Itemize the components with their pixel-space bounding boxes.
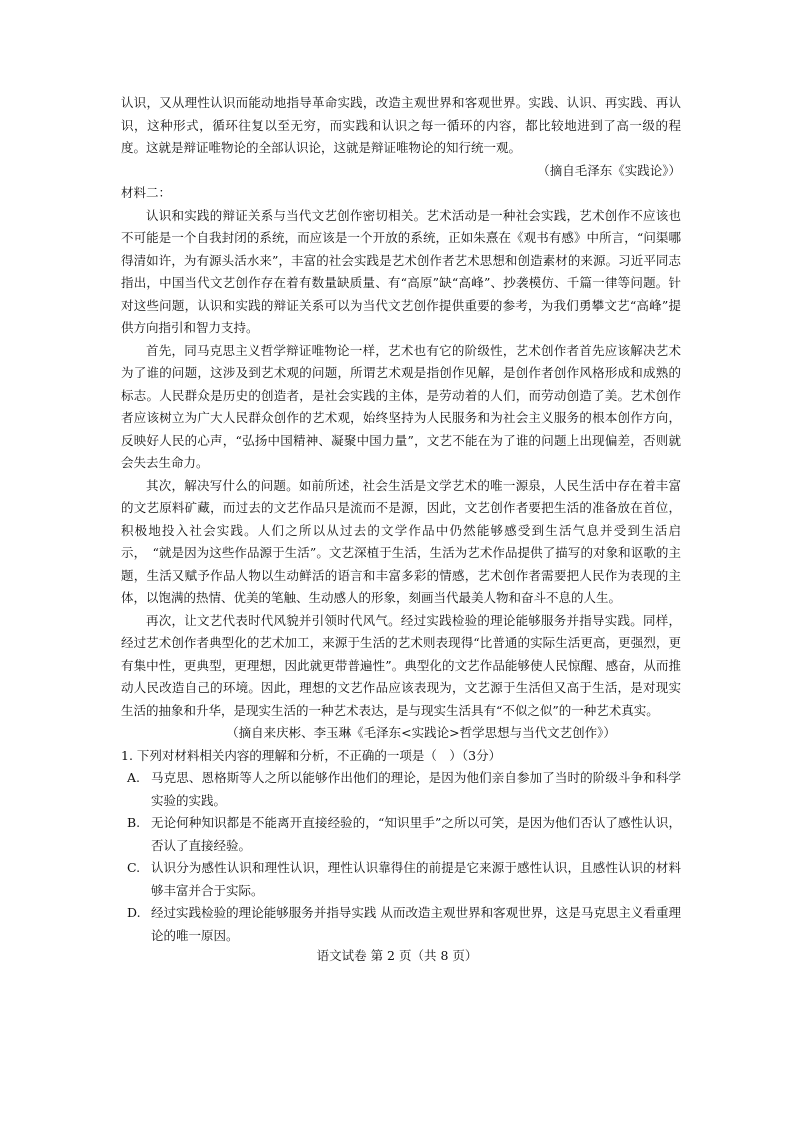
option-d-letter: D. <box>127 905 141 920</box>
option-a-text: 马克思、恩格斯等人之所以能够作出他们的理论，是因为他们亲自参加了当时的阶级斗争和科学实验的实践。 <box>151 770 681 808</box>
option-b-letter: B. <box>127 815 141 830</box>
material2-paragraph-1: 认识和实践的辩证关系与当代文艺创作密切相关。艺术活动是一种社会实践，艺术创作不应该也不可能是一个自我封闭的系统，而应该是一个开放的系统，正如朱熹在《观书有感》中所言，“问渠哪得清如许，为有源头活水来”，丰富的社会实践是艺术创作者艺术思想和创造素材的来源。习近平同志指出，中国当代文艺创作存在着有数量缺质量、有“高原”缺“高峰”、抄袭模仿、千篇一律等问题。针对这些问题，认识和实践的辩证关系可以为当代文艺创作提供重要的参考，为我们勇攀文艺“高峰”提供方向指引和智力支持。 <box>121 207 681 335</box>
paragraph-material1-ending: 认识，又从理性认识而能动地指导革命实践，改造主观世界和客观世界。实践、认识、再实践、再认识，这种形式，循环往复以至无穷，而实践和认识之每一循环的内容，都比较地进到了高一级的程度。这就是辩证唯物论的全部认识论，这就是辩证唯物论的知行统一观。 <box>121 95 681 155</box>
option-c-letter: C. <box>127 860 141 875</box>
option-d <box>121 902 681 947</box>
option-d-text: 经过实践检验的理论能够服务并指导实践 从而改造主观世界和客观世界，这是马克思主义看重理论的唯一原因。 <box>151 905 681 943</box>
material2-paragraph-4: 再次，让文艺代表时代风貌并引领时代风气。经过实践检验的理论能够服务并指导实践。同样，经过艺术创作者典型化的艺术加工，来源于生活的艺术则表现得“比普通的实际生活更高，更强烈，更有集中性，更典型，更理想，因此就更带普遍性”。典型化的文艺作品能够使人民惊醒、感奋，从而推动人民改造自己的环境。因此，理想的文艺作品应该表现为，文艺源于生活但又高于生活，是对现实生活的抽象和升华，是现实生活的一种艺术表达，是与现实生活具有“不似之似”的一种艺术真实。 <box>121 612 681 718</box>
material2-paragraph-3: 其次，解决写什么的问题。如前所述，社会生活是文学艺术的唯一源泉，人民生活中存在着丰富的文艺原料矿藏，而过去的文艺作品只是流而不是源，因此，文艺创作者要把生活的准备放在首位，积极地投入社会实践。人们之所以从过去的文学作品中仍然能够感受到生活气息并受到生活启示， “就是因为这些作品源于生活”。文艺深植于生活，生活为艺术作品提供了描写的对象和讴歌的主题，生活又赋予作品人物以生动鲜活的语言和丰富多彩的情感，艺术创作者需要把人民作为表现的主体，以饱满的热情、优美的笔触、生动感人的形象，刻画当代最美人物和奋斗不息的人生。 <box>121 477 681 605</box>
option-b-text: 无论何种知识都是不能离开直接经验的，“知识里手”之所以可笑，是因为他们否认了感性认识，否认了直接经验。 <box>151 815 681 853</box>
page-footer: 语文试卷 第 2 页（共 8 页） <box>316 948 478 963</box>
material2-heading: 材料二： <box>121 185 172 200</box>
option-a-letter: A. <box>127 770 141 785</box>
option-a <box>121 767 681 812</box>
option-b <box>121 812 681 857</box>
option-c-text: 认识分为感性认识和理性认识，理性认识靠得住的前提是它来源于感性认识，且感性认识的材料够丰富并合于实际。 <box>151 860 681 898</box>
page-content <box>121 92 681 947</box>
source-citation-2: （摘自来庆彬、李玉琳《毛泽东<实践论>哲学思想与当代文艺创作》） <box>226 725 616 740</box>
source-citation-1: （摘自毛泽东《实践论》） <box>537 162 681 178</box>
question-1-stem: 1. 下列对材料相关内容的理解和分析，不正确的一项是（ ）（3分） <box>121 747 502 763</box>
option-c <box>121 857 681 902</box>
material2-paragraph-2: 首先，同马克思主义哲学辩证唯物论一样，艺术也有它的阶级性，艺术创作者首先应该解决艺术为了谁的问题，这涉及到艺术观的问题，所谓艺术观是指创作见解，是创作者创作风格形成和成熟的标志。人民群众是历史的创造者，是社会实践的主体，是劳动着的人们，而劳动创造了美。艺术创作者应该树立为广大人民群众创作的艺术观，始终坚持为人民服务和为社会主义服务的根本创作方向，反映好人民的心声，“弘扬中国精神、凝聚中国力量”，文艺不能在为了谁的问题上出现偏差，否则就会失去生命力。 <box>121 342 681 470</box>
